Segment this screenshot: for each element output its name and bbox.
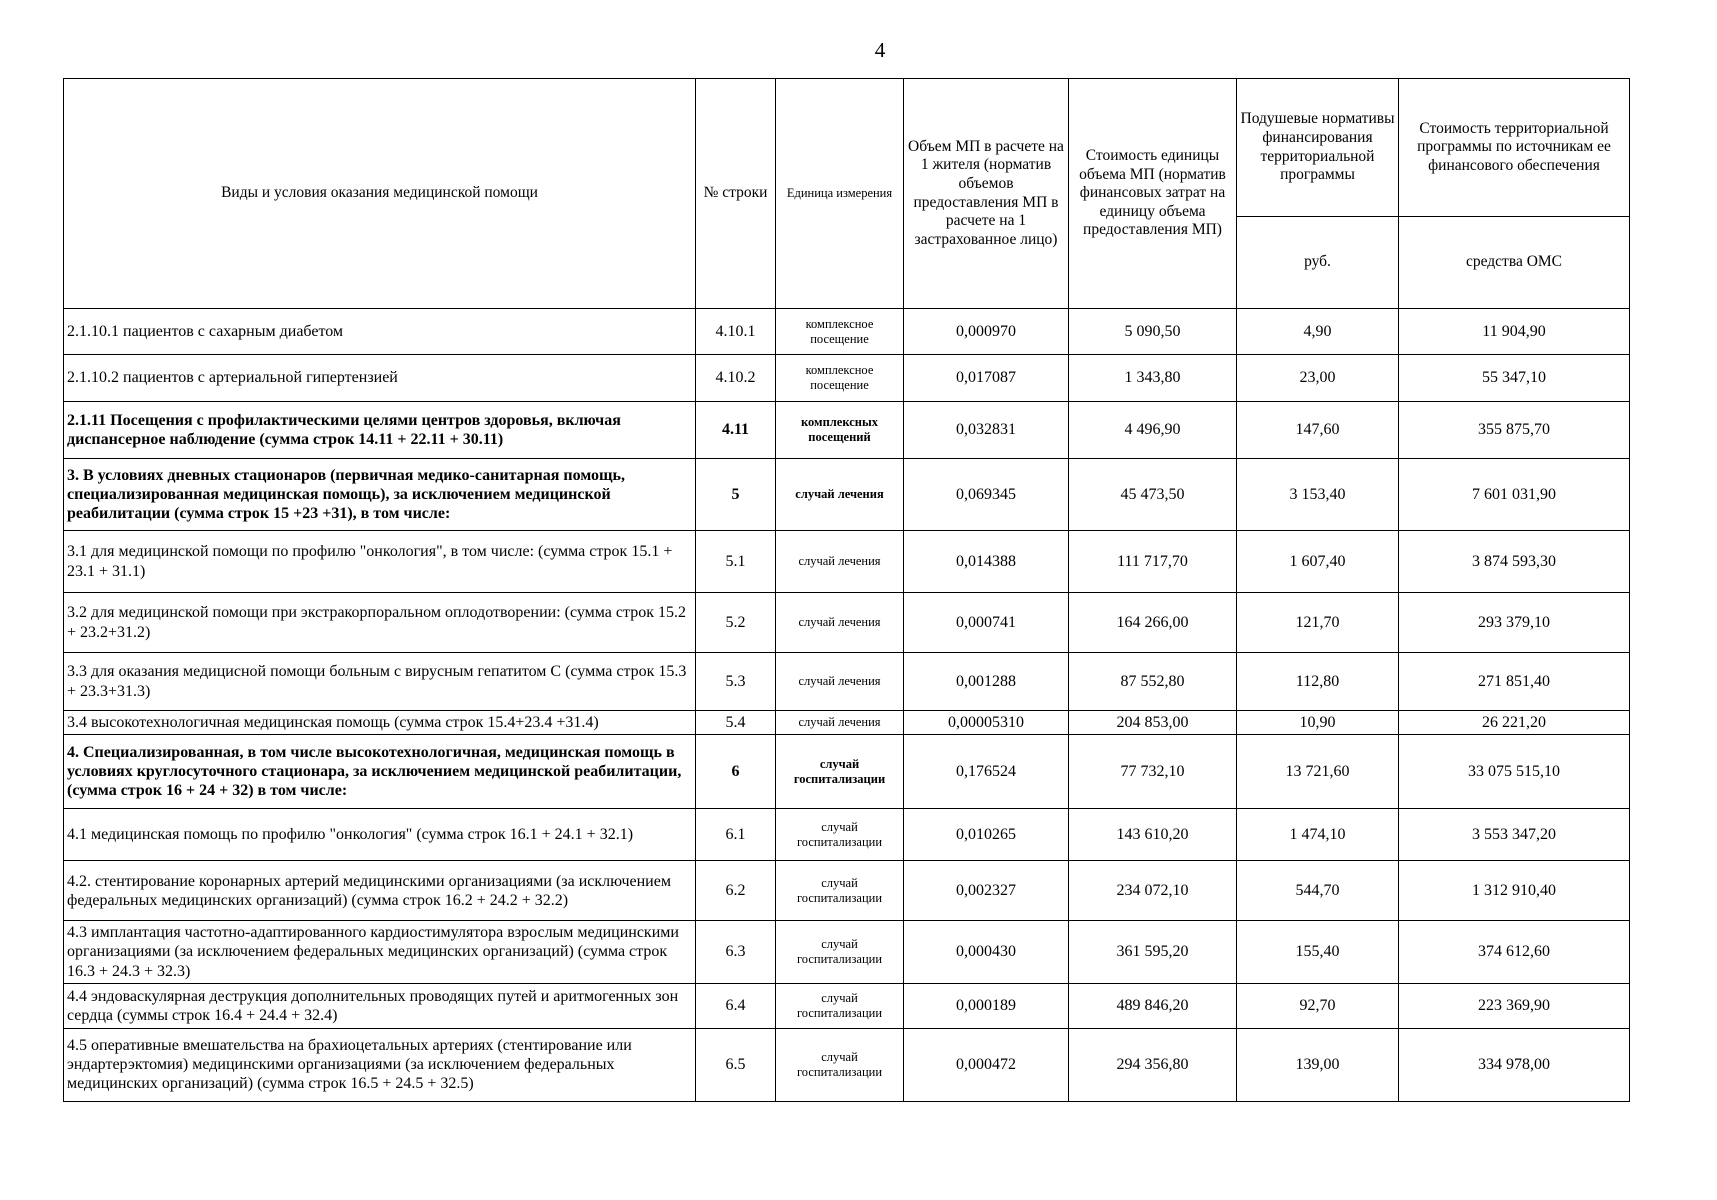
header-per-capita: Подушевые нормативы финансирования территориальной программы <box>1237 79 1399 217</box>
row-description: 2.1.11 Посещения с профилактическими целями центров здоровья, включая диспансерное наблюдение (сумма строк 14.11 + 22.11 + 30.11) <box>64 402 696 459</box>
row-program-cost: 271 851,40 <box>1399 653 1630 711</box>
row-program-cost: 26 221,20 <box>1399 711 1630 735</box>
row-number: 4.10.2 <box>696 355 776 402</box>
row-number: 6.3 <box>696 921 776 984</box>
row-per-capita: 13 721,60 <box>1237 735 1399 809</box>
row-unit: случай госпитализации <box>776 921 904 984</box>
row-program-cost: 3 874 593,30 <box>1399 531 1630 593</box>
row-unit: случай лечения <box>776 593 904 653</box>
header-unit: Единица измерения <box>776 79 904 309</box>
row-unit-cost: 1 343,80 <box>1069 355 1237 402</box>
row-number: 6 <box>696 735 776 809</box>
row-volume: 0,002327 <box>904 861 1069 921</box>
row-per-capita: 139,00 <box>1237 1028 1399 1101</box>
row-unit: случай госпитализации <box>776 809 904 861</box>
row-number: 5 <box>696 459 776 531</box>
row-description: 4.1 медицинская помощь по профилю "онкология" (сумма строк 16.1 + 24.1 + 32.1) <box>64 809 696 861</box>
row-unit-cost: 45 473,50 <box>1069 459 1237 531</box>
row-volume: 0,000741 <box>904 593 1069 653</box>
row-description: 3.4 высокотехнологичная медицинская помощь (сумма строк 15.4+23.4 +31.4) <box>64 711 696 735</box>
row-volume: 0,000970 <box>904 309 1069 355</box>
row-per-capita: 1 474,10 <box>1237 809 1399 861</box>
row-number: 4.10.1 <box>696 309 776 355</box>
row-volume: 0,069345 <box>904 459 1069 531</box>
row-program-cost: 293 379,10 <box>1399 593 1630 653</box>
row-unit: случай госпитализации <box>776 983 904 1028</box>
row-volume: 0,00005310 <box>904 711 1069 735</box>
table-row <box>64 983 1630 1028</box>
table-row <box>64 861 1630 921</box>
row-volume: 0,001288 <box>904 653 1069 711</box>
row-program-cost: 55 347,10 <box>1399 355 1630 402</box>
row-unit-cost: 489 846,20 <box>1069 983 1237 1028</box>
row-description: 3.1 для медицинской помощи по профилю "онкология", в том числе: (сумма строк 15.1 + 23.1 + 31.1) <box>64 531 696 593</box>
row-unit-cost: 87 552,80 <box>1069 653 1237 711</box>
row-number: 5.2 <box>696 593 776 653</box>
row-description: 4. Специализированная, в том числе высокотехнологичная, медицинская помощь в условиях круглосуточного стационара, за исключением медицинской реабилитации, (сумма строк 16 + 24 + 32) в том числе: <box>64 735 696 809</box>
row-per-capita: 4,90 <box>1237 309 1399 355</box>
row-description: 3.3 для оказания медицисной помощи больным с вирусным гепатитом С (сумма строк 15.3 + 23.3+31.3) <box>64 653 696 711</box>
table-row <box>64 653 1630 711</box>
row-unit: случай госпитализации <box>776 1028 904 1101</box>
row-number: 6.1 <box>696 809 776 861</box>
row-per-capita: 544,70 <box>1237 861 1399 921</box>
row-program-cost: 7 601 031,90 <box>1399 459 1630 531</box>
row-description: 4.5 оперативные вмешательства на брахиоцетальных артериях (стентирование или эндартерэктомия) медицинскими организациями (за исключением федеральных медицинских организаций) (сумма строк 16.5 + 24.5 + 32.5) <box>64 1028 696 1101</box>
header-volume: Объем МП в расчете на 1 жителя (норматив объемов предоставления МП в расчете на 1 застрахованное лицо) <box>904 79 1069 309</box>
row-program-cost: 223 369,90 <box>1399 983 1630 1028</box>
row-unit: случай госпитализации <box>776 735 904 809</box>
row-volume: 0,000472 <box>904 1028 1069 1101</box>
row-unit-cost: 204 853,00 <box>1069 711 1237 735</box>
row-per-capita: 23,00 <box>1237 355 1399 402</box>
table-row <box>64 459 1630 531</box>
row-program-cost: 11 904,90 <box>1399 309 1630 355</box>
row-description: 3.2 для медицинской помощи при экстракорпоральном оплодотворении: (сумма строк 15.2 + 23.2+31.2) <box>64 593 696 653</box>
row-description: 4.2. стентирование коронарных артерий медицинскими организациями (за исключением федеральных медицинских организаций) (сумма строк 16.2 + 24.2 + 32.2) <box>64 861 696 921</box>
row-volume: 0,000430 <box>904 921 1069 984</box>
row-number: 6.2 <box>696 861 776 921</box>
row-unit: случай лечения <box>776 459 904 531</box>
row-per-capita: 121,70 <box>1237 593 1399 653</box>
row-volume: 0,176524 <box>904 735 1069 809</box>
table-row <box>64 809 1630 861</box>
row-program-cost: 374 612,60 <box>1399 921 1630 984</box>
row-unit-cost: 361 595,20 <box>1069 921 1237 984</box>
row-unit-cost: 77 732,10 <box>1069 735 1237 809</box>
row-per-capita: 92,70 <box>1237 983 1399 1028</box>
row-unit: комплексное посещение <box>776 355 904 402</box>
row-per-capita: 1 607,40 <box>1237 531 1399 593</box>
row-description: 2.1.10.2 пациентов с артериальной гипертензией <box>64 355 696 402</box>
row-unit-cost: 4 496,90 <box>1069 402 1237 459</box>
header-per-capita-unit: руб. <box>1237 217 1399 309</box>
row-number: 5.1 <box>696 531 776 593</box>
row-unit: комплексное посещение <box>776 309 904 355</box>
row-description: 3. В условиях дневных стационаров (первичная медико-санитарная помощь, специализированная медицинская помощь), за исключением медицинской реабилитации (сумма строк 15 +23 +31), в том числе: <box>64 459 696 531</box>
row-volume: 0,000189 <box>904 983 1069 1028</box>
table-row <box>64 593 1630 653</box>
row-description: 2.1.10.1 пациентов с сахарным диабетом <box>64 309 696 355</box>
row-unit: случай лечения <box>776 531 904 593</box>
header-program-cost-source: средства ОМС <box>1399 217 1630 309</box>
row-unit-cost: 111 717,70 <box>1069 531 1237 593</box>
table-row <box>64 711 1630 735</box>
row-description: 4.4 эндоваскулярная деструкция дополнительных проводящих путей и аритмогенных зон сердца (суммы строк 16.4 + 24.4 + 32.4) <box>64 983 696 1028</box>
table-row <box>64 355 1630 402</box>
table-row <box>64 531 1630 593</box>
table-row <box>64 921 1630 984</box>
row-per-capita: 112,80 <box>1237 653 1399 711</box>
row-number: 6.5 <box>696 1028 776 1101</box>
row-unit: случай госпитализации <box>776 861 904 921</box>
row-unit: комплексных посещений <box>776 402 904 459</box>
page-number: 4 <box>874 38 886 62</box>
row-unit-cost: 164 266,00 <box>1069 593 1237 653</box>
row-volume: 0,014388 <box>904 531 1069 593</box>
table-body <box>64 309 1630 1102</box>
row-program-cost: 355 875,70 <box>1399 402 1630 459</box>
row-per-capita: 3 153,40 <box>1237 459 1399 531</box>
header-kind: Виды и условия оказания медицинской помощи <box>64 79 696 309</box>
row-program-cost: 33 075 515,10 <box>1399 735 1630 809</box>
row-unit-cost: 143 610,20 <box>1069 809 1237 861</box>
row-program-cost: 334 978,00 <box>1399 1028 1630 1101</box>
row-per-capita: 155,40 <box>1237 921 1399 984</box>
row-description: 4.3 имплантация частотно-адаптированного кардиостимулятора взрослым медицинскими организациями (за исключением федеральных медицинских организаций) (сумма строк 16.3 + 24.3 + 32.3) <box>64 921 696 984</box>
table-row <box>64 735 1630 809</box>
row-per-capita: 10,90 <box>1237 711 1399 735</box>
header-row-number: № строки <box>696 79 776 309</box>
row-number: 5.3 <box>696 653 776 711</box>
table-row <box>64 1028 1630 1101</box>
row-volume: 0,032831 <box>904 402 1069 459</box>
row-number: 5.4 <box>696 711 776 735</box>
row-unit-cost: 294 356,80 <box>1069 1028 1237 1101</box>
row-volume: 0,017087 <box>904 355 1069 402</box>
row-unit-cost: 234 072,10 <box>1069 861 1237 921</box>
row-number: 6.4 <box>696 983 776 1028</box>
row-number: 4.11 <box>696 402 776 459</box>
financing-table <box>63 78 1630 1102</box>
row-per-capita: 147,60 <box>1237 402 1399 459</box>
row-volume: 0,010265 <box>904 809 1069 861</box>
row-unit: случай лечения <box>776 711 904 735</box>
table-row <box>64 309 1630 355</box>
header-unit-cost: Стоимость единицы объема МП (норматив финансовых затрат на единицу объема предоставления МП) <box>1069 79 1237 309</box>
row-program-cost: 1 312 910,40 <box>1399 861 1630 921</box>
row-unit-cost: 5 090,50 <box>1069 309 1237 355</box>
header-program-cost: Стоимость территориальной программы по источникам ее финансового обеспечения <box>1399 79 1630 217</box>
row-program-cost: 3 553 347,20 <box>1399 809 1630 861</box>
table-row <box>64 402 1630 459</box>
row-unit: случай лечения <box>776 653 904 711</box>
